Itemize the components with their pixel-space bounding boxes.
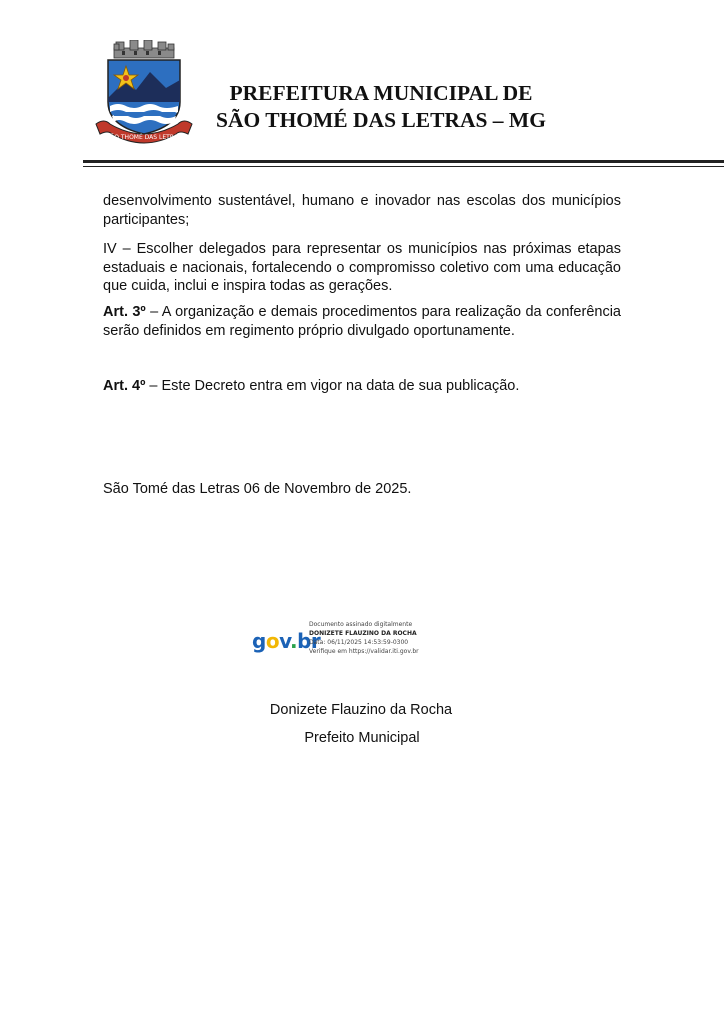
article-3-label: Art. 3º (103, 304, 146, 320)
govbr-logo: gov.br (252, 629, 321, 653)
signature-caption: Documento assinado digitalmente (309, 621, 413, 628)
article-3 (103, 303, 621, 340)
signature-signer: DONIZETE FLAUZINO DA ROCHA (309, 630, 417, 637)
letterhead-title (196, 80, 566, 134)
letterhead (0, 0, 724, 170)
signature-date: Data: 06/11/2025 14:53:59-0300 (309, 639, 409, 646)
date-line: São Tomé das Letras 06 de Novembro de 2025. (103, 481, 412, 497)
article-3-text: – A organização e demais procedimentos para realização da conferência serão definidos em regimento próprio divulgado oportunamente. (103, 304, 621, 339)
digital-signature-stamp (252, 618, 452, 664)
title-line-1: PREFEITURA MUNICIPAL DE (229, 81, 533, 105)
crest-ribbon-text: SÃO THOMÉ DAS LETRAS (106, 134, 182, 141)
signature-verify-link: Verifique em https://validar.iti.gov.br (309, 648, 419, 655)
signature-details (309, 620, 459, 656)
signer-role: Prefeito Municipal (304, 730, 420, 746)
paragraph-item-iv: IV – Escolher delegados para representar os municípios nas próximas etapas estaduais e nacionais, fortalecendo o compromisso coletivo com uma educação que cuida, inclui e inspira todas as gerações. (103, 241, 621, 294)
article-4-text: – Este Decreto entra em vigor na data de sua publicação. (145, 378, 520, 394)
header-rule-thin (83, 166, 724, 167)
paragraph-continuation: desenvolvimento sustentável, humano e inovador nas escolas dos municípios participantes; (103, 193, 621, 228)
municipal-coat-of-arms-icon (92, 40, 196, 148)
signer-name: Donizete Flauzino da Rocha (269, 702, 453, 718)
title-line-2: SÃO THOMÉ DAS LETRAS – MG (216, 108, 546, 132)
article-4 (103, 377, 621, 396)
article-4-label: Art. 4º (103, 378, 146, 394)
header-rule-thick (83, 160, 724, 163)
